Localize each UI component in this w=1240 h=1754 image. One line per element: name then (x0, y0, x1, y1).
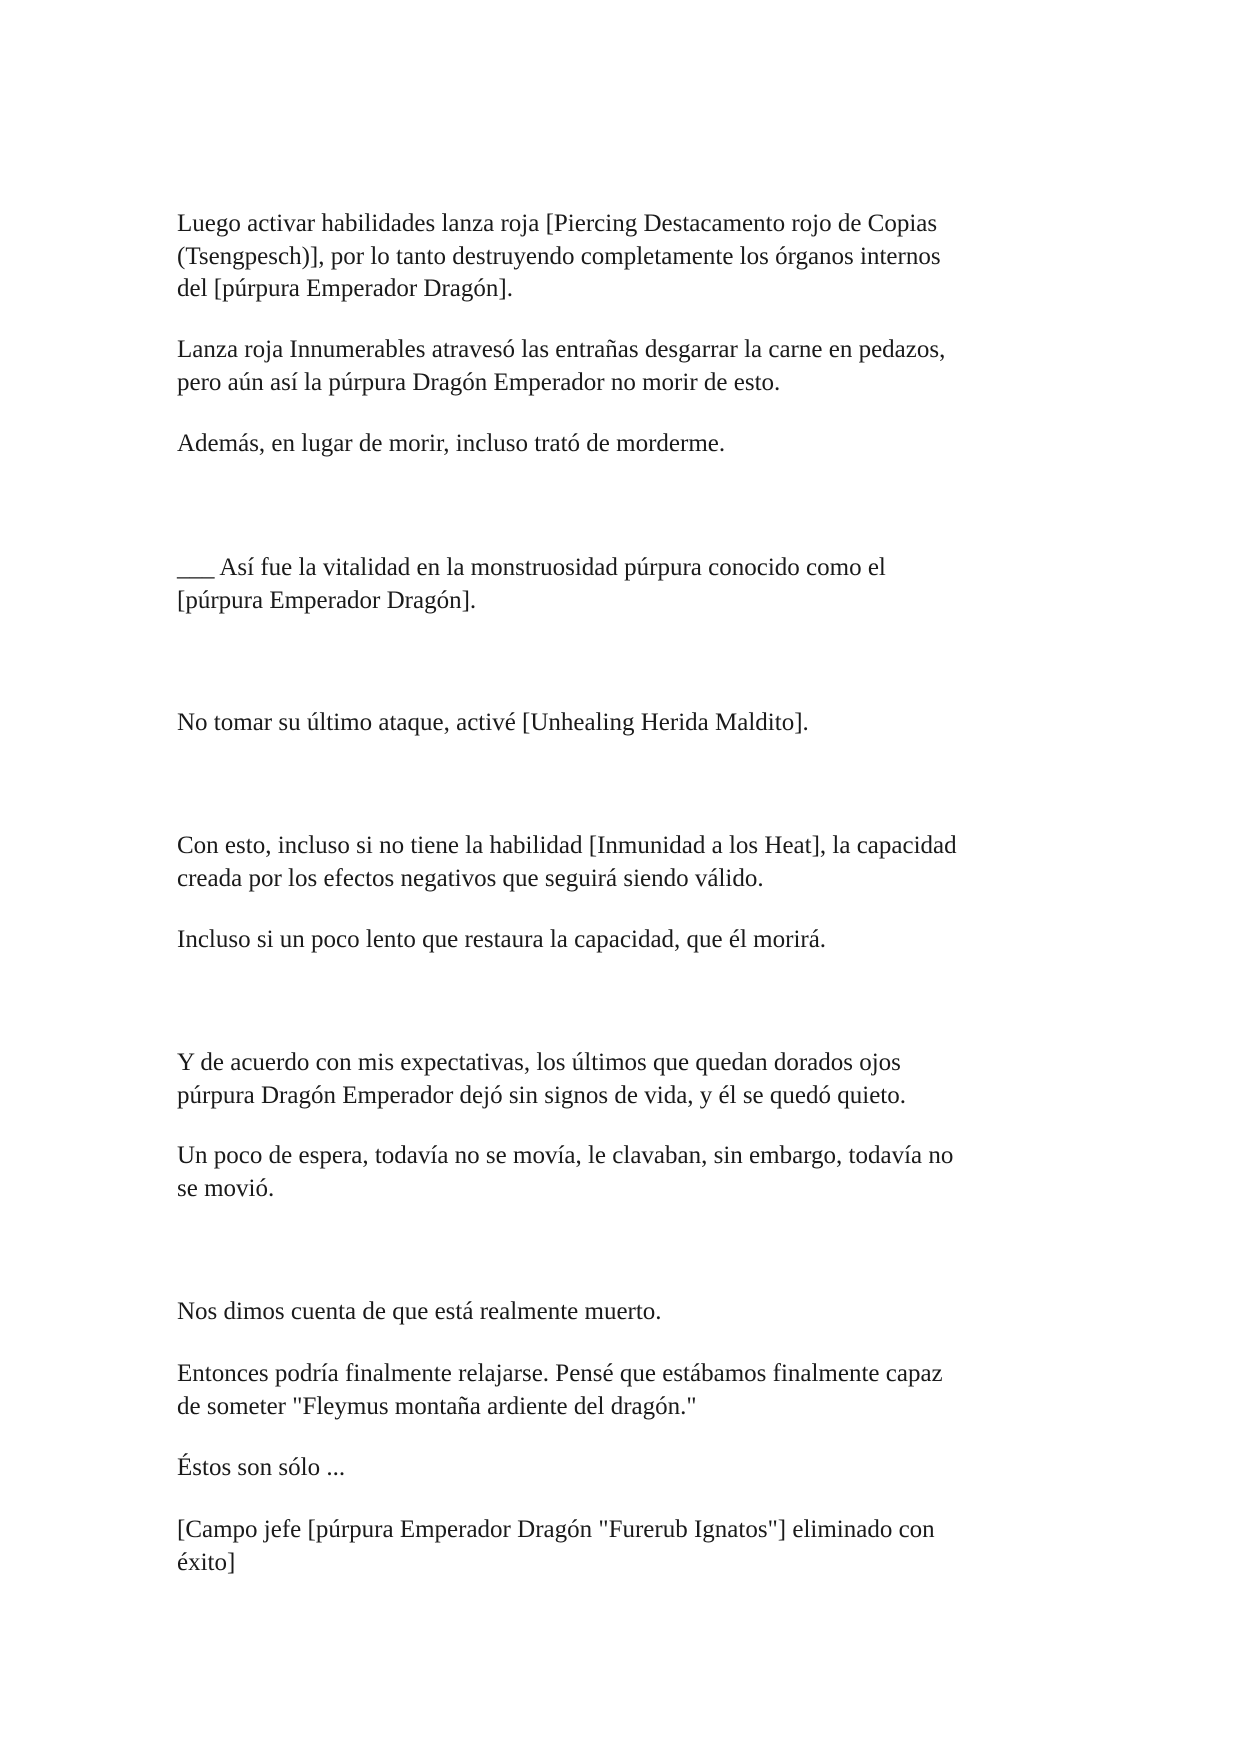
paragraph-9: Un poco de espera, todavía no se movía, le clavaban, sin embargo, todavía no se movió. (177, 1142, 954, 1202)
paragraph-10: Nos dimos cuenta de que está realmente muerto. (177, 1298, 662, 1325)
paragraph-3: Además, en lugar de morir, incluso trató de morderme. (177, 430, 726, 457)
paragraph-1: Luego activar habilidades lanza roja [Piercing Destacamento rojo de Copias (Tsengpesch)], por lo tanto destruyendo completamente los órganos internos del [púrpura Emperador Dragón]. (177, 210, 941, 302)
paragraph-6: Con esto, incluso si no tiene la habilidad [Inmunidad a los Heat], la capacidad creada por los efectos negativos que seguirá siendo válido. (177, 832, 957, 892)
paragraph-7: Incluso si un poco lento que restaura la capacidad, que él morirá. (177, 926, 827, 953)
paragraph-12: Éstos son sólo ... (177, 1454, 346, 1481)
paragraph-4: ___ Así fue la vitalidad en la monstruosidad púrpura conocido como el [púrpura Emperador Dragón]. (177, 554, 886, 614)
paragraph-13: [Campo jefe [púrpura Emperador Dragón "Furerub Ignatos"] eliminado con éxito] (177, 1516, 935, 1576)
paragraph-5: No tomar su último ataque, activé [Unhealing Herida Maldito]. (177, 709, 809, 736)
paragraph-8: Y de acuerdo con mis expectativas, los últimos que quedan dorados ojos púrpura Dragón Emperador dejó sin signos de vida, y él se quedó quieto. (177, 1049, 906, 1109)
paragraph-11: Entonces podría finalmente relajarse. Pensé que estábamos finalmente capaz de someter "Fleymus montaña ardiente del dragón." (177, 1360, 943, 1420)
paragraph-2: Lanza roja Innumerables atravesó las entrañas desgarrar la carne en pedazos, pero aún así la púrpura Dragón Emperador no morir de esto. (177, 336, 946, 396)
